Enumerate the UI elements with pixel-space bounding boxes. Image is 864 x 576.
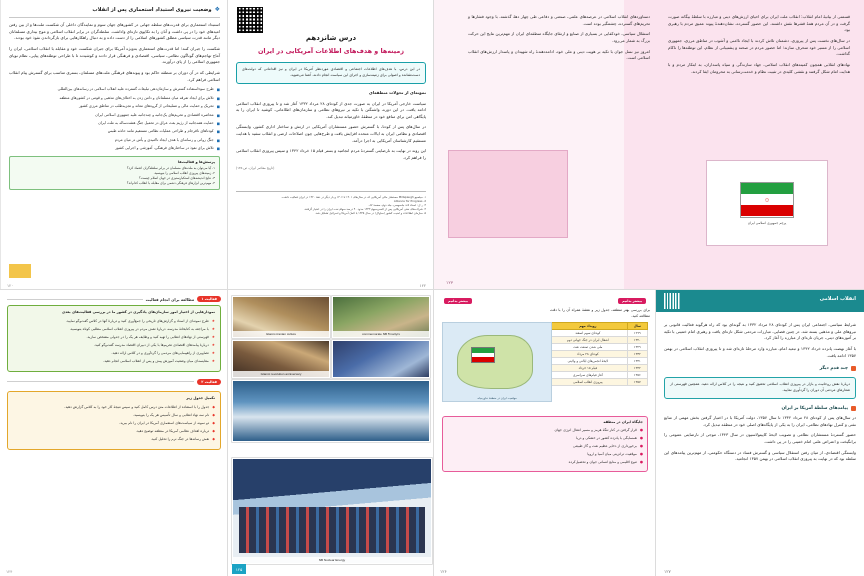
- region-map: [442, 322, 552, 402]
- square-bullet-icon: [851, 366, 856, 371]
- photo-caption: Islamic revolution anniversary: [233, 371, 329, 377]
- photo-large: [232, 458, 432, 564]
- bullet-icon: ◆: [212, 436, 215, 441]
- list-item: [9, 87, 220, 93]
- activity-ribbon-label: مطالعه برای انجام فعالیت: [145, 296, 195, 302]
- divider: [7, 299, 143, 300]
- bullet-list: [9, 87, 220, 152]
- page-bottom-right-map: [434, 290, 656, 576]
- list-item-label: دربارهٔ پیامدهای اقتصادی تحریم‌ها با یکی از دبیران اقتصاد مدرسه گفت‌وگو کنید.: [93, 342, 209, 347]
- chapter-header: [656, 290, 864, 312]
- list-item-label: جنگ روانی و رسانه‌ای با هدف ایجاد ناامیدی و یأس در میان مردم: [114, 137, 214, 142]
- book-icon: ❖: [214, 6, 220, 13]
- list-item-label: تنوع اقلیمی و منابع انسانی جوان و تحصیل‌کرده: [568, 459, 637, 464]
- page-number: ۱۲۵: [232, 564, 246, 574]
- bullet-icon: ◼: [216, 146, 220, 152]
- section-heading: نمونه‌ای از تحولات منطقه‌ای: [368, 89, 426, 95]
- list-item-label: موقعیت ترانزیتی میان آسیا و اروپا: [587, 451, 637, 456]
- bullet-icon: ●: [639, 427, 643, 432]
- page-seam: [433, 0, 434, 290]
- paragraph: استبداد استعماری برای قدرت‌های سلطه جهانی در کشورهای جهان سوم و نمایندگان داخلی آن شکست ملت‌ها و از بین رفتن امیدهای خود را در پی داشت و آنان را به تکاپوی تازه‌ای واداشت. سلطه‌گران در برابر انقلاب اسلامی و موج بیداری مسلمانان دیگر مانند قدرت سیاسی مطلق کشورهای اسلامی را از دست داده و به دنبال راهکارهایی برای بازگرداندن نفوذ خود بودند.: [9, 22, 220, 41]
- footnote: ۴. شرکت‌های نفتی آمریکایی پس از کنسرسیوم ۱۳۳۳ حدود ۴۰ درصد سهام نفت ایران را در اختیار گرفتند.: [303, 207, 426, 212]
- list-item: [13, 429, 215, 434]
- list-item-label: طرح سوءاستفاده گسترش و سازمان‌دهی تبلیغات گسترده علیه انقلاب اسلامی در رسانه‌های بین‌المللی: [57, 87, 214, 92]
- check-icon: ★: [211, 342, 215, 347]
- page-bottom-left-content: [7, 296, 221, 568]
- bullet-icon: ◼: [216, 104, 220, 110]
- objectives-box: [236, 62, 426, 84]
- iran-flag-icon: [471, 347, 495, 363]
- bullet-icon: ◼: [216, 137, 220, 143]
- list-item: [9, 96, 220, 102]
- page-bottom-right-teal-content: [664, 318, 856, 568]
- activity-note: [9, 156, 220, 190]
- map-caption: موقعیت ایران در منطقهٔ خاورمیانه: [477, 396, 517, 400]
- pink-box-title: جایگاه ایران در منطقه: [603, 420, 643, 424]
- section-heading-1: [664, 366, 856, 371]
- page-number: ۱۲۷: [664, 569, 671, 574]
- photo: [332, 296, 430, 338]
- activity-badge-2: فعالیت ۲: [197, 379, 221, 385]
- list-item: [13, 413, 215, 418]
- bullet-icon: ◼: [216, 95, 220, 101]
- list-item-label: جدول را با استفاده از اطلاعات متن درس کامل کنید و سپس نتیجهٔ کار خود را به کلاس گزارش دهید.: [64, 404, 210, 409]
- paragraph: استقلال سیاسی، خودکفایی در بسیاری از صنایع و ارتقای جایگاه منطقه‌ای ایران از مهم‌ترین نتایج این حرکت بزرگ به شمار می‌رود.: [468, 31, 650, 44]
- page-bottom-right-map-content: [440, 296, 650, 568]
- check-icon: ★: [211, 334, 215, 339]
- footnote-divider: [236, 191, 426, 192]
- paragraph: حضور گستردهٔ مستشاران نظامی و تصویب لایحهٔ کاپیتولاسیون در سال ۱۳۴۳، موجی از نارضایتی عمومی را برانگیخت و اعتراض علنی امام خمینی را در پی داشت.: [664, 432, 856, 444]
- list-item: [13, 319, 215, 324]
- flag-emblem-icon: ۞: [764, 195, 770, 204]
- check-icon: ★: [211, 318, 215, 323]
- check-icon: ★: [211, 326, 215, 331]
- list-item-label: تصاویری از راهپیمایی‌های مردمی را گردآوری و در کلاس ارائه دهید.: [111, 350, 209, 355]
- cell-year: ۱۳۵۶: [627, 372, 647, 379]
- page-bottom-right-teal: [656, 290, 864, 576]
- cell-event: آغاز قیام‌های سراسری: [549, 372, 628, 379]
- paragraph: دستاوردهای انقلاب اسلامی در عرصه‌های علمی، صنعتی و دفاعی طی چهار دههٔ گذشته، با وجود فشارها و تحریم‌های گسترده، چشمگیر بوده است.: [468, 14, 650, 26]
- list-item: [13, 359, 215, 364]
- map-landmass: [457, 335, 533, 389]
- paragraph: سیاست خارجی آمریکا در ایران به صورت جدی از کودتای ۲۸ مرداد ۱۳۳۲ آغاز شد و تا پیروزی انقلاب اسلامی ادامه یافت. در این دوره، واشنگتن با تکیه بر نیروهای نظامی و سازمان‌های اطلاعاتی، کوشید تا ایران را به پایگاهی امن برای منافع خود در منطقهٔ خاورمیانه تبدیل کند.: [236, 100, 426, 119]
- page-seam: [227, 290, 228, 576]
- paragraph: در سال‌های پس از کودتا، با گسترش حضور مستشاران آمریکایی در ارتش و ساختار اداری کشور، وابستگی اقتصادی و نظامی ایران به ایالات متحده افزایش یافت و طرح‌هایی چون اصلاحات ارضی و انقلاب سفید با هدایت مستقیم کارشناسان آمریکایی به اجرا درآمد.: [236, 124, 426, 143]
- list-item-label: تلاش برای ایجاد تفرقه میان مسلمانان و دامن زدن به اختلاف‌های مذهبی و قومی در کشورهای منطقه: [59, 95, 214, 100]
- list-item: [447, 436, 643, 441]
- pink-info-box: [442, 416, 648, 472]
- page-number: ۱۲۲: [419, 283, 426, 288]
- photo-subjects: [239, 507, 425, 553]
- list-item-label: فهرستی از نهادهای انقلابی را تهیه کنید و وظایف هر یک را در جدولی مشخص سازید.: [86, 334, 209, 339]
- green-box-heading: نمودارهایی از اختیار امور سازمان‌های یادگیری در کشور ما در بررسی فعالیت‌های بعدی: [61, 310, 215, 314]
- bullet-icon: ◼: [216, 129, 220, 135]
- cell-year: ۱۳۲۰: [627, 337, 647, 344]
- photo: [232, 340, 330, 378]
- bullet-icon: ◼: [216, 112, 220, 118]
- cell-year: ۱۳۳۲: [627, 351, 647, 358]
- list-item: [9, 129, 220, 135]
- teal-activity-box: [664, 377, 856, 399]
- list-item: [9, 121, 220, 127]
- list-item: [13, 327, 215, 332]
- activity-item: ۲. زمینه‌های پیروزی انقلاب اسلامی را بنویسید.: [153, 170, 215, 175]
- list-item: [447, 460, 643, 465]
- table-row: [549, 330, 648, 337]
- table-row: [549, 372, 648, 379]
- list-item: [13, 437, 215, 442]
- page-top-left-content: [9, 6, 220, 280]
- activity-ribbon: [7, 296, 221, 302]
- list-item-label: طرح نمونه‌ای از اسناد و گزارش‌های تاریخی را جمع‌آوری کنید و دربارهٔ آنها در کلاس گفت‌وگو نمایید.: [65, 318, 209, 323]
- list-item: [9, 138, 220, 144]
- paragraph: شرایط سیاسی، اجتماعی ایران پس از کودتای ۲۸ مرداد ۱۳۳۲ به گونه‌ای بود که راه هرگونه فعالیت قانونی بر نیروهای ملی و مذهبی بسته شد. در چنین فضایی، مبارزات مردمی شکل تازه‌ای یافت و رهبری امام خمینی با تکیه بر آموزه‌های دینی، جریان تازه‌ای از مبارزه را آغاز کرد.: [664, 322, 856, 341]
- photo-caption: NB Nuclear Energy: [233, 557, 431, 563]
- qr-code-icon[interactable]: [664, 293, 680, 309]
- table-row: [549, 344, 648, 351]
- column-header: رویداد مهم: [549, 323, 628, 330]
- photo: [332, 340, 430, 378]
- cell-event: قیام ۱۵ خرداد: [549, 365, 628, 372]
- page-number: ۱۲۴: [6, 569, 13, 574]
- list-item-label: تحریک و حمایت مالی و تسلیحاتی از گروه‌های معاند و تجزیه‌طلب در مناطق مرزی کشور: [79, 104, 214, 109]
- yellow-box-heading: تکمیل جدول زیر: [186, 395, 215, 400]
- figure-caption: پرچم جمهوری اسلامی ایران: [747, 220, 787, 225]
- column-header: سال: [627, 323, 647, 330]
- text-column-right: [668, 10, 850, 79]
- list-item: [447, 452, 643, 457]
- page-title-text: وضعیت نیروی استبداد استعماری پس از انقلاب: [92, 6, 212, 13]
- page-bottom-left: [0, 290, 228, 576]
- cell-event: لایحهٔ انجمن‌های ایالتی و ولایتی: [549, 358, 628, 365]
- events-table: [548, 322, 648, 386]
- list-item: [447, 428, 643, 433]
- check-icon: ★: [211, 358, 215, 363]
- paragraph: قسمتی از بیانیهٔ امام انقلاب: انقلاب ملت ایران برای احیای ارزش‌های دینی و مبارزه با سلطهٔ بیگانه صورت گرفت و در آن مردم همهٔ قشرها نقش داشتند. این حضور گسترده، نشان‌دهندهٔ پیوند عمیق مردم با رهبری بود.: [668, 14, 850, 33]
- list-item: [13, 405, 215, 410]
- divider: [7, 381, 194, 382]
- list-item: [13, 335, 215, 340]
- list-item-label: قرار گرفتن در کنار تنگهٔ هرمز و مسیر انتقال انرژی جهان: [554, 427, 637, 432]
- list-item-label: نام سه نهاد انقلابی و سال تأسیس هر یک را بنویسید.: [132, 412, 210, 417]
- photo-collage: [232, 296, 430, 442]
- list-item-label: حمایت همه‌جانبه از رژیم بعث عراق در تحمیل جنگ هشت‌ساله به ملت ایران: [98, 120, 214, 125]
- list-item: [9, 146, 220, 152]
- page-number: ۱۲۳: [446, 281, 454, 286]
- green-activity-box: [7, 305, 221, 372]
- text-column-left: [468, 10, 650, 66]
- paragraph: وابستگی اقتصادی، از میان رفتن استقلال سیاسی و گسترش فساد در دستگاه حکومتی، از مهم‌ترین پیامدهای این سلطه بود که در نهایت به پیروزی انقلاب اسلامی در بهمن ۱۳۵۷ انجامید.: [664, 449, 856, 462]
- list-item-label: دو نمونه از سیاست‌های استعماری آمریکا در ایران را نام ببرید.: [119, 420, 210, 425]
- list-item-label: تلاش برای نفوذ در ساختارهای فرهنگی، آموزشی و اجرایی کشور: [115, 146, 214, 151]
- activity-badge: فعالیت ۱: [197, 296, 221, 302]
- cell-year: ۱۲۹۹: [627, 330, 647, 337]
- cell-year: ۱۳۴۲: [627, 365, 647, 372]
- table-row: [549, 379, 648, 386]
- paragraph: شرایطی که در آن دوران بر منطقه حاکم بود و پیوندهای فرهنگی ملت‌های مسلمان، بستری مناسب برای گسترش پیام انقلاب اسلامی فراهم کرد.: [9, 70, 220, 82]
- yellow-activity-box: [7, 391, 221, 450]
- objectives-text: در این درس، با هدف‌های اطلاعات اجتماعی و اقتصادی موردنظر آمریکا در ایران و نیز اقداماتی که دولت‌های دست‌نشانده و اصولی برای زمینه‌سازی و اجرای این سیاست انجام دادند، آشنا می‌شوید.: [242, 67, 420, 78]
- list-item: [447, 444, 643, 449]
- photo: [232, 380, 430, 442]
- intro-text: برای بررسی بهتر منطقه، جدول زیر و نقشهٔ همراه آن را با دقت مطالعه کنید.: [550, 308, 650, 318]
- chapter-title: انقلاب اسلامی: [819, 296, 856, 302]
- list-item: [13, 421, 215, 426]
- activity-item: ۴. مهم‌ترین ابزارهای فرهنگی دشمن برای مقابله با انقلاب کدام‌اند؟: [126, 180, 215, 185]
- bullet-icon: ◆: [212, 412, 215, 417]
- more-info-tag-left: بیشتر بدانیم: [444, 298, 472, 304]
- table-row: [549, 358, 648, 365]
- list-item-label: برخورداری از ذخایر عظیم نفت و گاز طبیعی: [573, 443, 637, 448]
- check-icon: ★: [211, 350, 215, 355]
- page-seam: [0, 289, 864, 290]
- photo: [232, 296, 330, 338]
- page-bottom-middle: [228, 290, 434, 576]
- page-top-middle-content: [236, 6, 426, 280]
- page-title: [9, 6, 220, 13]
- paragraph: نهادهای انقلابی همچون کمیته‌های انقلاب اسلامی، جهاد سازندگی و سپاه پاسداران، به ابتکار مردم و با هدایت امام شکل گرفتند و نقشی کلیدی در تثبیت نظام و خدمت‌رسانی به محرومان ایفا کردند.: [668, 62, 850, 74]
- table-row: [549, 365, 648, 372]
- activity-item: ۱. آیا می‌توان به ملت‌های مسلمان در برابر سلطه‌گران اعتماد کرد؟: [126, 165, 215, 170]
- cell-event: ملی شدن صنعت نفت: [549, 344, 628, 351]
- section-heading-2: [664, 406, 856, 411]
- source-citation: (تاریخ معاصر ایران، ص ۱۴۵): [236, 165, 275, 170]
- list-item: [13, 343, 215, 348]
- cell-event: پیروزی انقلاب اسلامی: [549, 379, 628, 386]
- table-header-row: [549, 323, 648, 330]
- footnote: ۳. ر.ک: اسناد لانهٔ جاسوسی، جلد دوم، صفحهٔ ۸۷.: [368, 202, 426, 207]
- decorative-panel: [448, 150, 568, 238]
- cell-event: کودتای سوم اسفند: [549, 330, 628, 337]
- bullet-icon: ●: [639, 435, 643, 440]
- lesson-title: زمینه‌ها و هدف‌های اطلاعات آمریکایی در ایران: [257, 47, 405, 55]
- bullet-icon: ●: [639, 451, 643, 456]
- bullet-icon: ◆: [212, 404, 215, 409]
- footnote: 2. Alliance for Progress: [393, 198, 426, 203]
- page-top-middle: [228, 0, 434, 290]
- more-info-tag-right: بیشتر بدانیم: [618, 298, 646, 304]
- cell-year: ۱۳۴۱: [627, 358, 647, 365]
- cell-year: ۱۳۵۷: [627, 379, 647, 386]
- page-top-right: [434, 0, 864, 290]
- bullet-icon: ●: [639, 443, 643, 448]
- bullet-icon: ◼: [216, 87, 220, 93]
- teal-box-text: دربارهٔ نقش روحانیت و بازار در پیروزی انقلاب اسلامی تحقیق کنید و نتیجه را در کلاس ارائه دهید. همچنین فهرستی از شعارهای مردمی آن دوران را گردآوری نمایید.: [670, 382, 850, 393]
- table-row: [549, 351, 648, 358]
- page-seam: [227, 0, 228, 290]
- list-item-label: مقایسه‌ای میان وضعیت آموزش پیش و پس از انقلاب اسلامی انجام دهید.: [103, 358, 209, 363]
- page-seam: [655, 290, 656, 576]
- activity-note-title: پرسش‌ها و فعالیت‌ها: [178, 160, 215, 165]
- cell-event: اشغال ایران در جنگ جهانی دوم: [549, 337, 628, 344]
- list-item: [9, 104, 220, 110]
- list-item-label: محاصره اقتصادی و تحریم‌های یک‌جانبه و چندجانبه علیه جمهوری اسلامی ایران: [95, 112, 214, 117]
- page-top-left: [0, 0, 228, 290]
- photo-caption: Islamic-Iranian culture: [233, 331, 329, 337]
- list-item-label: کودتاهای نافرجام و طراحی عملیات نظامی مستقیم مانند حادثه طبس: [107, 129, 214, 134]
- bullet-icon: ◆: [212, 420, 215, 425]
- table-row: [549, 337, 648, 344]
- photo-caption: commemorate NB ۴martyrs: [333, 331, 429, 337]
- divider: [9, 17, 220, 18]
- square-bullet-icon: [851, 406, 856, 411]
- iran-flag-figure: [706, 160, 828, 246]
- list-item: [13, 351, 215, 356]
- footnote: ۱. میلسپو Millspaugh مستشار مالی آمریکایی که در سال‌های ۱۳۰۱ تا ۱۳۰۶ و بار دیگر در دههٔ ۱۳۲۰ در ایران فعالیت داشت.: [281, 194, 426, 199]
- section-heading-2-label: پیامدهای سلطهٔ آمریکا بر ایران: [781, 405, 848, 411]
- paragraph: امروز نیز نسل جوان با تکیه بر هویت دینی و ملی خود، ادامه‌دهندهٔ راه شهیدان و پاسدار ارزش‌های انقلاب اسلامی است.: [468, 48, 650, 61]
- cell-event: کودتای ۲۸ مرداد: [549, 351, 628, 358]
- list-item-label: همسایگی با پانزده کشور در خشکی و دریا: [576, 435, 637, 440]
- list-item-label: نقش رسانه‌ها در جنگ نرم را تحلیل کنید.: [150, 436, 210, 441]
- section-heading-1-label: چند قدم دیگر: [819, 366, 848, 372]
- lesson-label: درس شانزدهم: [305, 34, 357, 42]
- page-number: ۱۲۰: [7, 283, 14, 288]
- activity-item: ۳. نتایج اندیشه‌های استکبارستیزی در جهان اسلام چیست؟: [139, 175, 215, 180]
- page-number: ۱۲۶: [440, 569, 447, 574]
- cell-year: ۱۳۲۹: [627, 344, 647, 351]
- bullet-icon: ◼: [216, 120, 220, 126]
- list-item-label: درباره اهداف نظامی آمریکا در منطقه توضیح دهید.: [135, 428, 210, 433]
- paragraph: با آغاز نهضت پانزده خرداد ۱۳۴۲ و تبعید امام، مبارزه وارد مرحلهٔ تازه‌ای شد و تا پیروزی انقلاب اسلامی در بهمن ۱۳۵۷ ادامه یافت.: [664, 346, 856, 358]
- iran-flag-icon: [740, 182, 794, 218]
- paragraph: شکست را جبران کنند؛ اما قدرت‌های استعماری به‌ویژه آمریکا برای جبران شکست خود و مقابله با انقلاب اسلامی، ایران را آماج تهاجم‌های گوناگون نظامی، سیاسی، اقتصادی و فرهنگی قرار دادند و کوشیدند تا با طراحی توطئه‌های پیاپی، نظام نوپای جمهوری اسلامی را از پای درآورند.: [9, 46, 220, 65]
- page-seam: [433, 290, 434, 576]
- footnote: ۵. سازمان اطلاعات و امنیت کشور (ساواک) در سال ۱۳۳۵ با کمک آمریکا و اسرائیل تشکیل شد.: [314, 211, 426, 216]
- paragraph: این روند در نهایت به نارضایتی گستردهٔ مردم انجامید و بستر قیام ۱۵ خرداد ۱۳۴۲ و سپس پیروزی انقلاب اسلامی را فراهم کرد.: [236, 148, 426, 161]
- list-item: [9, 113, 220, 119]
- figure-placeholder: [9, 264, 31, 278]
- bullet-icon: ●: [639, 459, 643, 464]
- list-item-label: با مراجعه به کتابخانهٔ مدرسه، دربارهٔ نقش مردم در پیروزی انقلاب اسلامی مطلبی کوتاه بنویسید.: [69, 326, 209, 331]
- paragraph: در سال‌های پس از کودتای ۲۸ مرداد ۱۳۳۲ تا سال ۱۳۵۷، دولت آمریکا با در اختیار گرفتن بخش مهمی از منابع نفتی و کنترل نهادهای نظامی، ایران را به یکی از پایگاه‌های اصلی خود در منطقه تبدیل کرد.: [664, 414, 856, 427]
- bullet-icon: ◆: [212, 428, 215, 433]
- paragraph: در سال‌های نخست پس از پیروزی، دشمنان تلاش کردند با ایجاد ناامنی و آشوب در مناطق مرزی، جمهوری اسلامی را از مسیر خود منحرف سازند؛ اما حضور مردم در صحنه و پشتیبانی از نظام، این توطئه‌ها را ناکام گذاشت.: [668, 38, 850, 57]
- activity-ribbon-2: [7, 379, 221, 385]
